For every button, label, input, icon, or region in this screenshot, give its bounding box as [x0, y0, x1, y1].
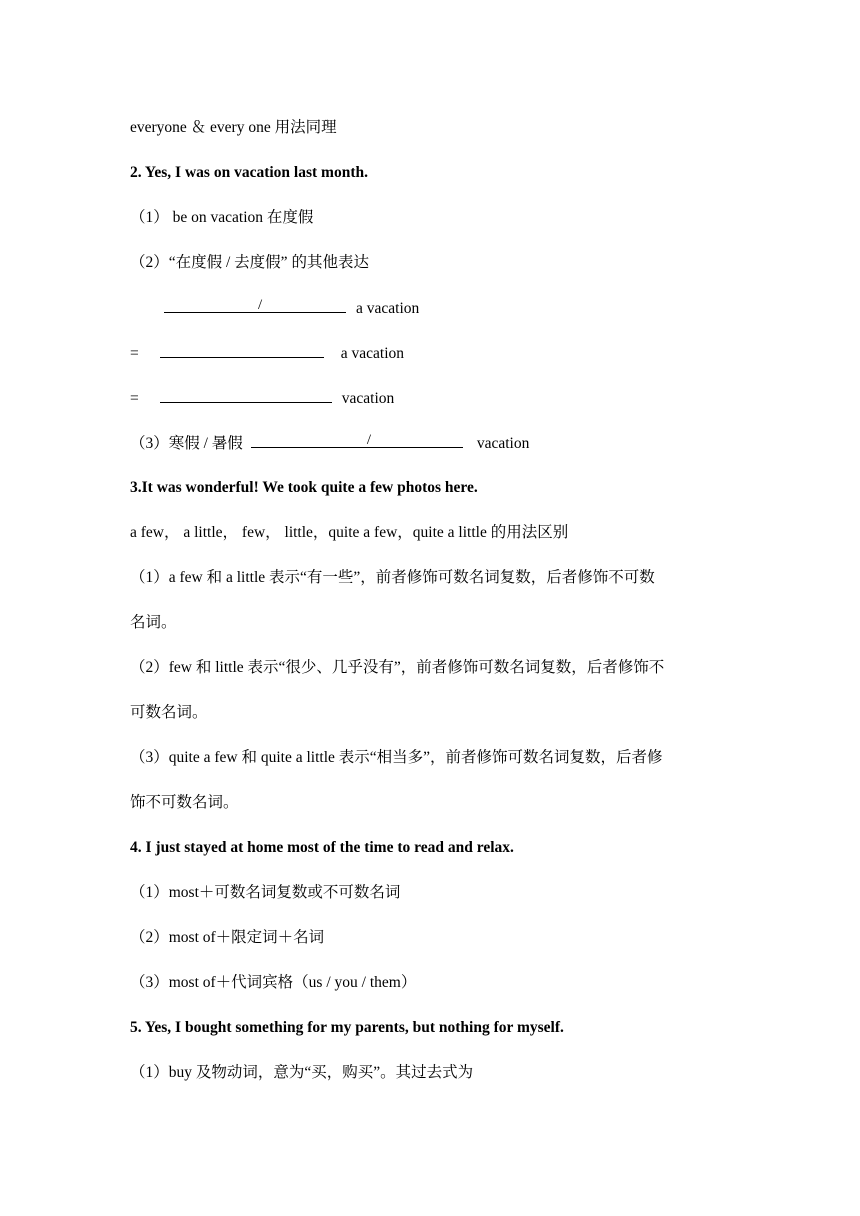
fill-line-3	[130, 388, 394, 410]
fill-line-3-tail: vacation	[341, 390, 395, 407]
heading-5: 5. Yes, I bought something for my parents, but nothing for myself.	[130, 1019, 564, 1036]
text-line-4-2: （2）most of＋限定词＋名词	[130, 929, 325, 946]
text-line-everyone: everyone ＆ every one 用法同理	[130, 119, 337, 136]
text-line-3-intro: a few， a little， few， little，quite a few，quite a little 的用法区别	[130, 524, 569, 541]
heading-4: 4. I just stayed at home most of the time to read and relax.	[130, 839, 514, 856]
fill-line-1	[164, 298, 419, 320]
fill-line-1-tail: a vacation	[356, 300, 420, 317]
blank-field-2[interactable]	[160, 343, 324, 358]
blank-field-1[interactable]	[164, 298, 346, 313]
text-line-2-1: （1） be on vacation 在度假	[130, 209, 314, 226]
fill-line-4-tail: vacation	[476, 435, 530, 452]
fill-line-4-head: （3）寒假 / 暑假	[130, 435, 243, 452]
equals-sign: =	[130, 390, 139, 407]
text-line-3-3a: （3）quite a few 和 quite a little 表示“相当多”，前者修饰可数名词复数，后者修	[130, 749, 663, 766]
text-line-3-1a: （1）a few 和 a little 表示“有一些”，前者修饰可数名词复数，后者修饰不可数	[130, 569, 655, 586]
text-line-4-1: （1）most＋可数名词复数或不可数名词	[130, 884, 401, 901]
fill-line-4	[130, 433, 529, 455]
text-line-3-2b: 可数名词。	[130, 704, 208, 721]
heading-2: 2. Yes, I was on vacation last month.	[130, 164, 368, 181]
text-line-4-3: （3）most of＋代词宾格（us / you / them）	[130, 974, 417, 991]
text-line-3-3b: 饰不可数名词。	[130, 794, 239, 811]
blank-slash: /	[366, 432, 371, 448]
text-line-3-1b: 名词。	[130, 614, 177, 631]
text-line-5-1: （1）buy 及物动词，意为“买，购买”。其过去式为	[130, 1064, 474, 1081]
equals-sign: =	[130, 345, 139, 362]
text-line-2-2: （2）“在度假 / 去度假” 的其他表达	[130, 254, 369, 271]
fill-line-2	[130, 343, 404, 365]
blank-slash: /	[258, 297, 263, 313]
fill-line-2-tail: a vacation	[340, 345, 405, 362]
heading-3: 3.It was wonderful! We took quite a few photos here.	[130, 479, 478, 496]
blank-field-4[interactable]	[251, 433, 463, 448]
text-line-3-2a: （2）few 和 little 表示“很少、几乎没有”，前者修饰可数名词复数，后者修饰不	[130, 659, 665, 676]
blank-field-3[interactable]	[160, 388, 332, 403]
